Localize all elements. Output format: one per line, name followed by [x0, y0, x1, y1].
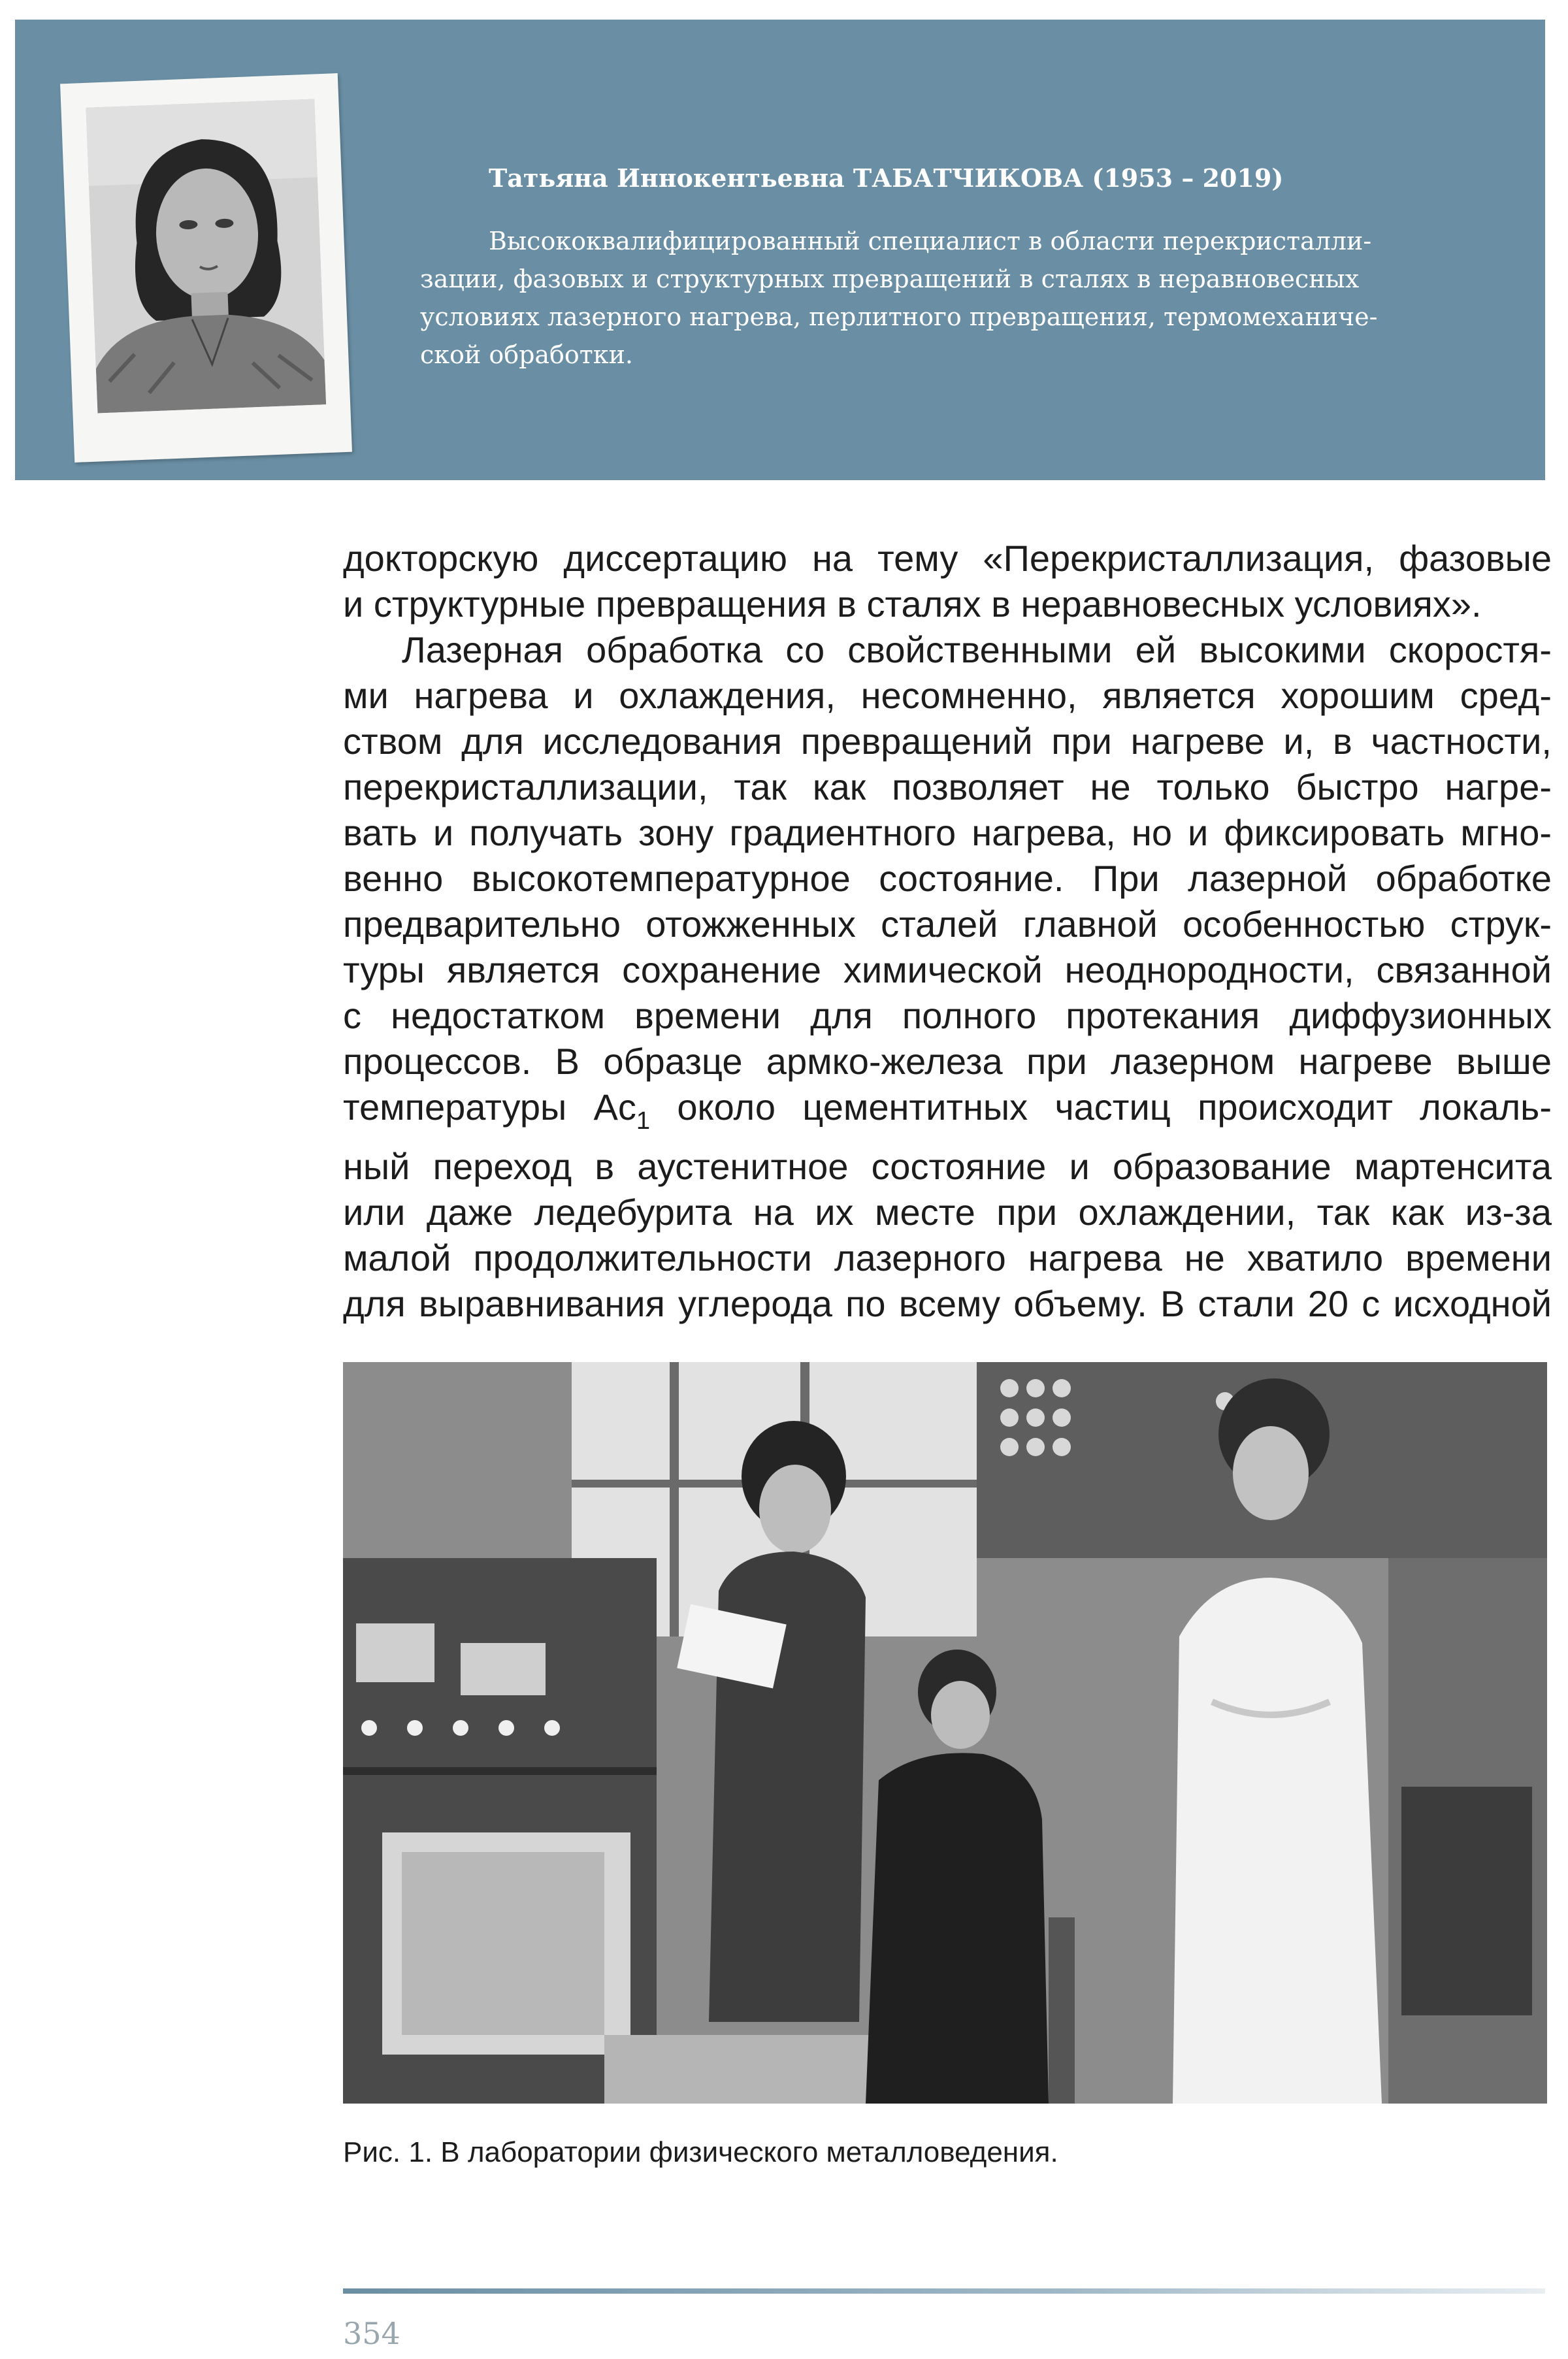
body-line: вать и получать зону градиентного нагрева, но и фиксировать мгно-	[343, 812, 1552, 853]
body-line: или даже ледебурита на их месте при охлаждении, так как из-за	[343, 1192, 1552, 1233]
biography-banner	[15, 20, 1545, 480]
body-line: перекристаллизации, так как позволяет не только быстро нагре-	[343, 766, 1552, 807]
body-line: с недостатком времени для полного протекания диффузионных	[343, 995, 1552, 1036]
figure-caption: Рис. 1. В лаборатории физического металловедения.	[343, 2136, 1058, 2168]
page-number: 354	[343, 2316, 400, 2351]
bio-description	[420, 222, 1465, 374]
footer-divider	[343, 2288, 1545, 2294]
bio-line: условиях лазерного нагрева, перлитного превращения, термомеханиче-	[420, 302, 1378, 331]
bio-name: Татьяна Иннокентьевна ТАБАТЧИКОВА (1953 – 2019)	[489, 163, 1284, 193]
laboratory-photo	[343, 1362, 1547, 2104]
body-line: для выравнивания углерода по всему объему. В стали 20 с исходной	[343, 1283, 1552, 1324]
body-line: ми нагрева и охлаждения, несомненно, является хорошим сред-	[343, 675, 1552, 716]
body-line: Лазерная обработка со свойственными ей высокими скоростя-	[402, 629, 1552, 670]
temp-text-after: около цементитных частиц происходит локаль-	[650, 1086, 1552, 1128]
body-line-temperature	[343, 1084, 1552, 1144]
bio-line: зации, фазовых и структурных превращений в сталях в неравновесных	[420, 265, 1360, 293]
body-line: докторскую диссертацию на тему «Перекристаллизация, фазовые	[343, 538, 1552, 579]
temp-text-before: температуры Ac	[343, 1086, 636, 1128]
portrait-photo	[86, 99, 326, 413]
body-line: туры является сохранение химической неоднородности, связанной	[343, 949, 1552, 990]
bio-line: Высококвалифицированный специалист в области перекристалли-	[489, 227, 1372, 255]
portrait-frame	[60, 73, 352, 463]
body-line: процессов. В образце армко-железа при лазерном нагреве выше	[343, 1041, 1552, 1082]
ac-subscript: 1	[636, 1107, 651, 1135]
body-line: и структурные превращения в сталях в неравновесных условиях».	[343, 583, 1482, 625]
body-line: ством для исследования превращений при нагреве и, в частности,	[343, 721, 1552, 762]
body-line: малой продолжительности лазерного нагрева не хватило времени	[343, 1237, 1552, 1278]
body-line: венно высокотемпературное состояние. При лазерной обработке	[343, 858, 1552, 899]
body-line: ный переход в аустенитное состояние и образование мартенсита	[343, 1146, 1552, 1187]
body-paragraphs	[343, 536, 1552, 1327]
body-line: предварительно отожженных сталей главной особенностью струк-	[343, 903, 1552, 945]
bio-line: ской обработки.	[420, 340, 633, 369]
